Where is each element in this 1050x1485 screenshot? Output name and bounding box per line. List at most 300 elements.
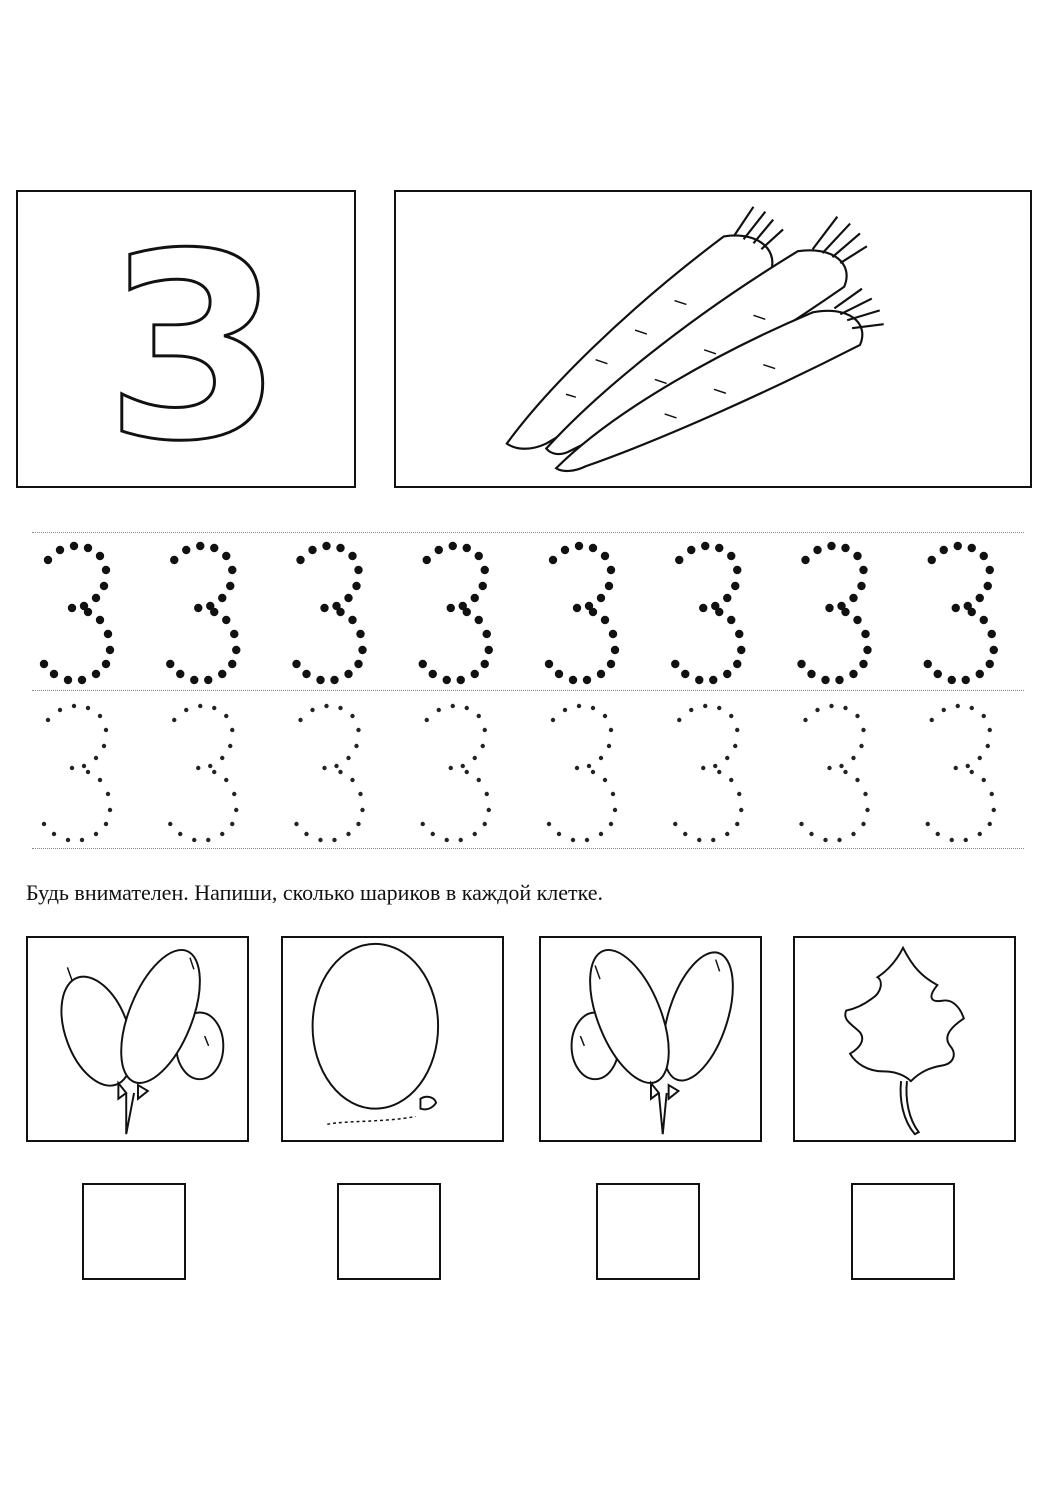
- trace-dot: [976, 670, 984, 678]
- carrots-illustration: [396, 192, 1030, 486]
- trace-dot: [318, 838, 322, 842]
- trace-dot: [46, 718, 50, 722]
- trace-dot: [797, 660, 805, 668]
- trace-dot: [557, 832, 561, 836]
- trace-dot: [677, 718, 681, 722]
- trace-dot: [739, 808, 743, 812]
- trace-dot: [196, 766, 200, 770]
- trace-dot: [228, 744, 232, 748]
- trace-dot: [222, 616, 230, 624]
- trace-dot: [471, 594, 479, 602]
- trace-dot: [66, 838, 70, 842]
- balloon-icon: [283, 938, 502, 1140]
- trace-dot: [447, 604, 455, 612]
- trace-dot: [354, 566, 362, 574]
- trace-dot: [304, 832, 308, 836]
- trace-dot: [713, 764, 717, 768]
- trace-dot: [613, 808, 617, 812]
- trace-dot: [40, 660, 48, 668]
- trace-dot: [82, 764, 86, 768]
- trace-dot: [855, 778, 859, 782]
- trace-dot: [350, 714, 354, 718]
- dotted-digit-three[interactable]: [926, 704, 996, 842]
- trace-dot: [308, 546, 316, 554]
- trace-dot: [968, 544, 976, 552]
- trace-dot: [465, 706, 469, 710]
- trace-dot: [481, 660, 489, 668]
- trace-dot: [84, 544, 92, 552]
- trace-dot: [589, 544, 597, 552]
- trace-dot: [461, 764, 465, 768]
- trace-dot: [358, 646, 366, 654]
- trace-dot: [699, 604, 707, 612]
- trace-dot: [837, 838, 841, 842]
- trace-dot: [449, 542, 457, 550]
- trace-dot: [936, 832, 940, 836]
- trace-dot: [942, 708, 946, 712]
- dotted-digit-three[interactable]: [166, 542, 240, 684]
- trace-dot: [982, 778, 986, 782]
- trace-dot: [940, 546, 948, 554]
- trace-dot: [695, 676, 703, 684]
- guide-line: [32, 690, 1024, 691]
- trace-dot: [930, 718, 934, 722]
- trace-dot: [547, 822, 551, 826]
- dotted-digit-three[interactable]: [547, 704, 617, 842]
- trace-dot: [204, 676, 212, 684]
- trace-dot: [851, 832, 855, 836]
- trace-dot: [208, 764, 212, 768]
- trace-dot: [457, 676, 465, 684]
- balloons-icon: [28, 938, 247, 1140]
- trace-dot: [701, 766, 705, 770]
- trace-dot: [607, 660, 615, 668]
- trace-dot: [591, 770, 595, 774]
- trace-dot: [968, 608, 976, 616]
- trace-dot: [230, 822, 234, 826]
- dotted-digit-three[interactable]: [42, 704, 112, 842]
- trace-dot: [861, 822, 865, 826]
- trace-dot: [475, 552, 483, 560]
- trace-dot: [839, 764, 843, 768]
- trace-dot: [310, 708, 314, 712]
- trace-dot: [354, 660, 362, 668]
- trace-dot: [709, 676, 717, 684]
- trace-dot: [96, 552, 104, 560]
- trace-dot: [294, 822, 298, 826]
- trace-dot: [94, 756, 98, 760]
- trace-dot: [100, 582, 108, 590]
- trace-dot: [827, 542, 835, 550]
- trace-dot: [980, 552, 988, 560]
- trace-dot: [344, 594, 352, 602]
- trace-dot: [230, 630, 238, 638]
- trace-dot: [599, 756, 603, 760]
- trace-dot: [98, 714, 102, 718]
- trace-dot: [675, 556, 683, 564]
- dotted-digit-three[interactable]: [292, 542, 366, 684]
- trace-dot: [978, 756, 982, 760]
- trace-dot: [813, 546, 821, 554]
- trace-dot: [42, 822, 46, 826]
- trace-dot: [222, 552, 230, 560]
- trace-dot: [463, 544, 471, 552]
- trace-dot: [825, 604, 833, 612]
- trace-dot: [471, 670, 479, 678]
- answer-box-3[interactable]: [596, 1183, 700, 1280]
- trace-dot: [966, 764, 970, 768]
- trace-dot: [92, 670, 100, 678]
- trace-dot: [477, 714, 481, 718]
- dotted-digit-three[interactable]: [421, 704, 491, 842]
- trace-dot: [104, 822, 108, 826]
- trace-dot: [218, 670, 226, 678]
- trace-dot: [801, 556, 809, 564]
- trace-dot: [421, 822, 425, 826]
- trace-dot: [108, 808, 112, 812]
- trace-dot: [230, 728, 234, 732]
- trace-dot: [954, 766, 958, 770]
- trace-dot: [336, 608, 344, 616]
- trace-dot: [425, 718, 429, 722]
- trace-dot: [859, 744, 863, 748]
- trace-dot: [986, 744, 990, 748]
- dotted-digit-three[interactable]: [671, 542, 745, 684]
- trace-dot: [166, 660, 174, 668]
- trace-dot: [228, 566, 236, 574]
- trace-dot: [184, 708, 188, 712]
- carrots-panel: [394, 190, 1032, 488]
- trace-dot: [210, 608, 218, 616]
- trace-dot: [729, 714, 733, 718]
- trace-dot: [487, 808, 491, 812]
- trace-dot: [196, 542, 204, 550]
- trace-dot: [823, 838, 827, 842]
- answer-box-1[interactable]: [82, 1183, 186, 1280]
- trace-dot: [563, 708, 567, 712]
- trace-dot: [44, 556, 52, 564]
- trace-dot: [68, 604, 76, 612]
- trace-dot: [104, 728, 108, 732]
- trace-dot: [551, 718, 555, 722]
- trace-dot: [322, 542, 330, 550]
- dotted-digits-light: [20, 698, 1030, 846]
- trace-dot: [431, 832, 435, 836]
- trace-dot: [473, 756, 477, 760]
- trace-dot: [687, 546, 695, 554]
- trace-dot: [583, 676, 591, 684]
- picture-cell-4: [793, 936, 1016, 1142]
- trace-dot: [212, 706, 216, 710]
- trace-dot: [803, 718, 807, 722]
- trace-dot: [481, 566, 489, 574]
- trace-dot: [671, 660, 679, 668]
- trace-dot: [717, 770, 721, 774]
- trace-dot: [701, 542, 709, 550]
- trace-dot: [569, 676, 577, 684]
- dotted-digit-three[interactable]: [168, 704, 238, 842]
- trace-dot: [729, 778, 733, 782]
- trace-dot: [224, 778, 228, 782]
- trace-dot: [316, 676, 324, 684]
- trace-dot: [232, 792, 236, 796]
- trace-dot: [964, 838, 968, 842]
- trace-dot: [423, 556, 431, 564]
- trace-dot: [346, 832, 350, 836]
- dotted-digit-three[interactable]: [419, 542, 493, 684]
- trace-dot: [697, 838, 701, 842]
- trace-dot: [978, 832, 982, 836]
- trace-dot: [599, 832, 603, 836]
- trace-dot: [611, 792, 615, 796]
- trace-dot: [982, 714, 986, 718]
- trace-dot: [731, 582, 739, 590]
- trace-dot: [168, 822, 172, 826]
- trace-dot: [827, 766, 831, 770]
- trace-dot: [733, 744, 737, 748]
- trace-dot: [799, 822, 803, 826]
- trace-dot: [577, 704, 581, 708]
- trace-dot: [435, 546, 443, 554]
- maple-leaf-icon: [795, 938, 1014, 1140]
- trace-dot: [555, 670, 563, 678]
- trace-dot: [332, 838, 336, 842]
- trace-dot: [725, 756, 729, 760]
- trace-dot: [986, 566, 994, 574]
- trace-dot: [234, 808, 238, 812]
- trace-dot: [821, 676, 829, 684]
- trace-dot: [597, 594, 605, 602]
- trace-dot: [986, 660, 994, 668]
- trace-dot: [324, 704, 328, 708]
- trace-dot: [727, 552, 735, 560]
- trace-dot: [851, 756, 855, 760]
- trace-dot: [855, 714, 859, 718]
- trace-dot: [485, 646, 493, 654]
- trace-dot: [477, 778, 481, 782]
- trace-dot: [575, 766, 579, 770]
- trace-dot: [98, 778, 102, 782]
- trace-dot: [84, 608, 92, 616]
- trace-dot: [322, 766, 326, 770]
- svg-text:3: 3: [104, 199, 284, 486]
- trace-dot: [102, 660, 110, 668]
- dotted-digit-three[interactable]: [799, 704, 869, 842]
- trace-dot: [609, 822, 613, 826]
- trace-dot: [360, 808, 364, 812]
- trace-dot: [102, 744, 106, 748]
- trace-dot: [320, 604, 328, 612]
- trace-dot: [298, 718, 302, 722]
- trace-dot: [194, 604, 202, 612]
- trace-dot: [861, 728, 865, 732]
- trace-dot: [346, 756, 350, 760]
- dotted-digit-three[interactable]: [924, 542, 998, 684]
- trace-dot: [585, 838, 589, 842]
- trace-dot: [603, 778, 607, 782]
- trace-dot: [853, 616, 861, 624]
- trace-dot: [334, 764, 338, 768]
- trace-dot: [988, 822, 992, 826]
- trace-dot: [176, 670, 184, 678]
- dotted-digit-three[interactable]: [40, 542, 114, 684]
- trace-dot: [356, 728, 360, 732]
- trace-dot: [348, 616, 356, 624]
- trace-dot: [865, 808, 869, 812]
- trace-dot: [703, 704, 707, 708]
- trace-dot: [976, 594, 984, 602]
- trace-dot: [473, 832, 477, 836]
- trace-dot: [338, 770, 342, 774]
- trace-dot: [924, 660, 932, 668]
- trace-dot: [350, 778, 354, 782]
- trace-dot: [990, 646, 998, 654]
- answer-box-2[interactable]: [337, 1183, 441, 1280]
- trace-dot: [980, 616, 988, 624]
- trace-dot: [106, 646, 114, 654]
- dotted-digit-three[interactable]: [673, 704, 743, 842]
- trace-dot: [962, 676, 970, 684]
- guide-line: [32, 848, 1024, 849]
- picture-cell-2: [281, 936, 504, 1142]
- trace-dot: [348, 552, 356, 560]
- trace-dot: [727, 616, 735, 624]
- trace-dot: [609, 630, 617, 638]
- trace-dot: [926, 822, 930, 826]
- trace-dot: [735, 822, 739, 826]
- trace-dot: [172, 718, 176, 722]
- answer-box-4[interactable]: [851, 1183, 955, 1280]
- trace-dot: [50, 670, 58, 678]
- trace-dot: [605, 582, 613, 590]
- trace-dot: [86, 770, 90, 774]
- trace-dot: [210, 544, 218, 552]
- trace-dot: [190, 676, 198, 684]
- trace-dot: [737, 646, 745, 654]
- trace-dot: [64, 676, 72, 684]
- trace-dot: [178, 832, 182, 836]
- trace-dot: [485, 792, 489, 796]
- trace-dot: [597, 670, 605, 678]
- trace-dot: [984, 582, 992, 590]
- picture-cell-3: [539, 936, 762, 1142]
- trace-dot: [475, 616, 483, 624]
- trace-dot: [587, 764, 591, 768]
- trace-dot: [483, 630, 491, 638]
- trace-dot: [449, 766, 453, 770]
- trace-dot: [843, 706, 847, 710]
- trace-dot: [948, 676, 956, 684]
- dotted-digit-three[interactable]: [294, 704, 364, 842]
- trace-dot: [950, 838, 954, 842]
- trace-dot: [715, 544, 723, 552]
- guide-line: [32, 532, 1024, 533]
- dotted-digit-three[interactable]: [797, 542, 871, 684]
- dotted-digit-three[interactable]: [545, 542, 619, 684]
- trace-dot: [86, 706, 90, 710]
- trace-dot: [354, 744, 358, 748]
- trace-dot: [601, 552, 609, 560]
- trace-dot: [723, 594, 731, 602]
- trace-dot: [841, 608, 849, 616]
- trace-dot: [843, 770, 847, 774]
- task-instruction: Будь внимателен. Напиши, сколько шариков в каждой клетке.: [26, 880, 604, 905]
- trace-dot: [733, 660, 741, 668]
- trace-dot: [481, 744, 485, 748]
- trace-dot: [220, 832, 224, 836]
- trace-dot: [589, 608, 597, 616]
- trace-dot: [952, 604, 960, 612]
- trace-dot: [715, 608, 723, 616]
- trace-dot: [956, 704, 960, 708]
- trace-dot: [338, 706, 342, 710]
- trace-dot: [571, 838, 575, 842]
- trace-dot: [182, 546, 190, 554]
- trace-dot: [863, 646, 871, 654]
- trace-dot: [352, 582, 360, 590]
- trace-dot: [609, 728, 613, 732]
- trace-dot: [689, 708, 693, 712]
- trace-dot: [58, 708, 62, 712]
- picture-cell-1: [26, 936, 249, 1142]
- trace-dot: [218, 594, 226, 602]
- trace-dot: [102, 566, 110, 574]
- trace-dot: [954, 542, 962, 550]
- trace-dot: [358, 792, 362, 796]
- trace-dot: [80, 838, 84, 842]
- trace-dot: [934, 670, 942, 678]
- digit-panel: [16, 190, 356, 488]
- trace-dot: [573, 604, 581, 612]
- trace-dot: [437, 708, 441, 712]
- trace-dot: [220, 756, 224, 760]
- trace-dot: [861, 630, 869, 638]
- trace-dot: [302, 670, 310, 678]
- trace-dot: [835, 676, 843, 684]
- trace-dot: [78, 676, 86, 684]
- trace-dot: [228, 660, 236, 668]
- trace-dot: [451, 704, 455, 708]
- trace-dot: [106, 792, 110, 796]
- trace-dot: [970, 770, 974, 774]
- trace-dot: [92, 594, 100, 602]
- trace-dot: [70, 766, 74, 770]
- trace-dot: [611, 646, 619, 654]
- trace-dot: [809, 832, 813, 836]
- trace-dot: [356, 822, 360, 826]
- trace-dot: [198, 704, 202, 708]
- trace-dot: [445, 838, 449, 842]
- trace-dot: [725, 832, 729, 836]
- trace-dot: [607, 566, 615, 574]
- trace-dot: [928, 556, 936, 564]
- trace-dot: [857, 582, 865, 590]
- trace-dot: [849, 594, 857, 602]
- trace-dot: [330, 676, 338, 684]
- trace-dot: [673, 822, 677, 826]
- trace-dot: [104, 630, 112, 638]
- trace-dot: [591, 706, 595, 710]
- trace-dot: [549, 556, 557, 564]
- trace-dot: [232, 646, 240, 654]
- dotted-digits-bold: [20, 538, 1030, 686]
- trace-dot: [841, 544, 849, 552]
- trace-dot: [72, 704, 76, 708]
- trace-dot: [465, 770, 469, 774]
- balloons-icon: [541, 938, 760, 1140]
- trace-dot: [170, 556, 178, 564]
- trace-dot: [603, 714, 607, 718]
